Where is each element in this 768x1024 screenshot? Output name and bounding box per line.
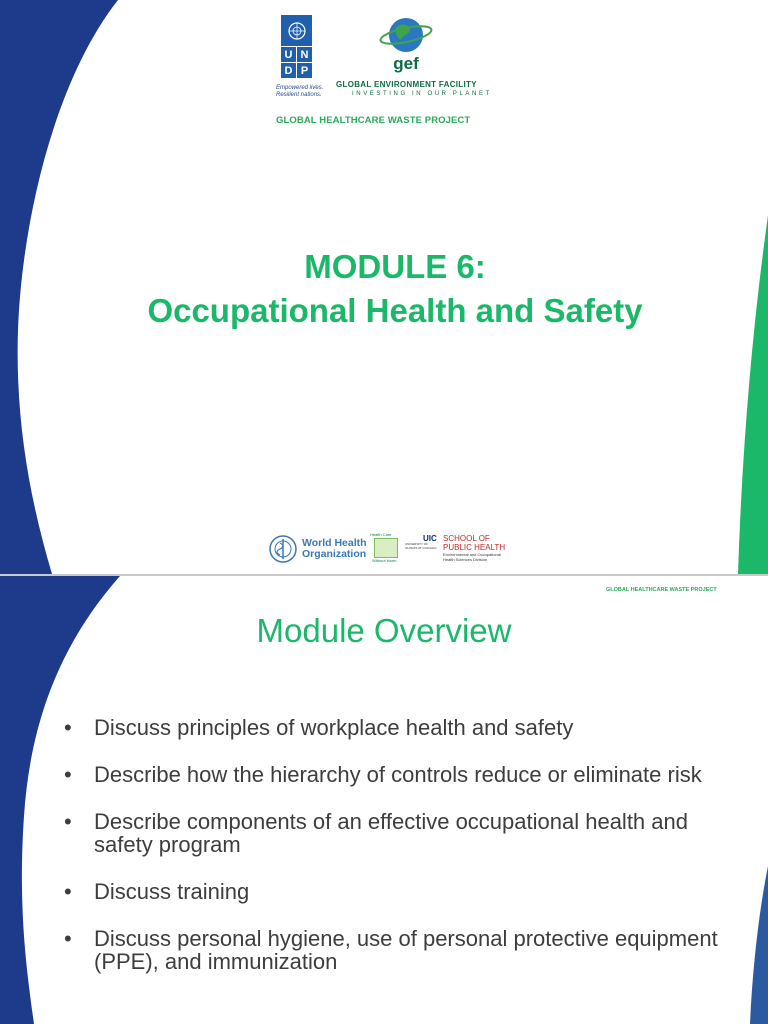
- bullet-item: [60, 810, 720, 856]
- bullet-marker: •: [64, 809, 72, 834]
- sph-line: SCHOOL OF: [443, 534, 490, 543]
- gef-wordmark: gef: [393, 54, 419, 73]
- overview-slide: [0, 576, 768, 1024]
- bullet-item: [60, 880, 720, 903]
- un-emblem-icon: [281, 15, 312, 46]
- bullet-marker: •: [64, 926, 72, 951]
- project-header: GLOBAL HEALTHCARE WASTE PROJECT: [606, 587, 717, 593]
- undp-logo: [281, 15, 312, 78]
- undp-letter: P: [297, 63, 312, 78]
- uic-mark: UIC: [423, 534, 437, 543]
- hcwh-logo: [370, 532, 402, 564]
- bullet-marker: •: [64, 715, 72, 740]
- gef-globe-logo: [378, 13, 434, 73]
- division-name: Environmental and Occupational Health Sciences Division: [443, 552, 501, 562]
- bullet-text: Discuss training: [94, 879, 250, 904]
- who-name-line: World Health: [302, 537, 367, 549]
- bullet-item: [60, 716, 720, 739]
- gef-tagline: INVESTING IN OUR PLANET: [352, 91, 492, 97]
- bullet-marker: •: [64, 879, 72, 904]
- undp-tagline-line: Empowered lives.: [276, 85, 324, 91]
- who-logo: [268, 534, 367, 564]
- bullet-text: Discuss personal hygiene, use of personal protective equipment (PPE), and immunization: [94, 926, 718, 974]
- module-title: [0, 245, 768, 333]
- undp-letter: N: [297, 47, 312, 62]
- sph-line: PUBLIC HEALTH: [443, 543, 506, 552]
- bullet-marker: •: [64, 762, 72, 787]
- bullet-text: Describe components of an effective occupational health and safety program: [94, 809, 688, 857]
- undp-tagline: [276, 85, 323, 99]
- hcwh-top-text: Health Care: [370, 532, 392, 537]
- uic-university-name: UNIVERSITY OF ILLINOIS AT CHICAGO: [405, 542, 437, 550]
- undp-letter: D: [281, 63, 296, 78]
- undp-letter: U: [281, 47, 296, 62]
- project-title: GLOBAL HEALTHCARE WASTE PROJECT: [276, 115, 471, 126]
- gef-name: GLOBAL ENVIRONMENT FACILITY: [336, 80, 477, 89]
- who-name-line: Organization: [302, 548, 367, 560]
- who-emblem-icon: [268, 534, 298, 564]
- undp-tagline-line: Resilient nations.: [276, 92, 322, 98]
- slide-title: Module Overview: [256, 612, 512, 649]
- hcwh-emblem-icon: [374, 538, 398, 558]
- module-name: Occupational Health and Safety: [147, 292, 643, 329]
- bullet-list: [60, 716, 720, 997]
- bullet-item: [60, 763, 720, 786]
- bullet-text: Describe how the hierarchy of controls reduce or eliminate risk: [94, 762, 702, 787]
- bullet-text: Discuss principles of workplace health and safety: [94, 715, 574, 740]
- hcwh-bottom-text: Without Harm: [372, 558, 397, 563]
- bullet-item: [60, 927, 720, 973]
- module-number: MODULE 6:: [304, 248, 486, 285]
